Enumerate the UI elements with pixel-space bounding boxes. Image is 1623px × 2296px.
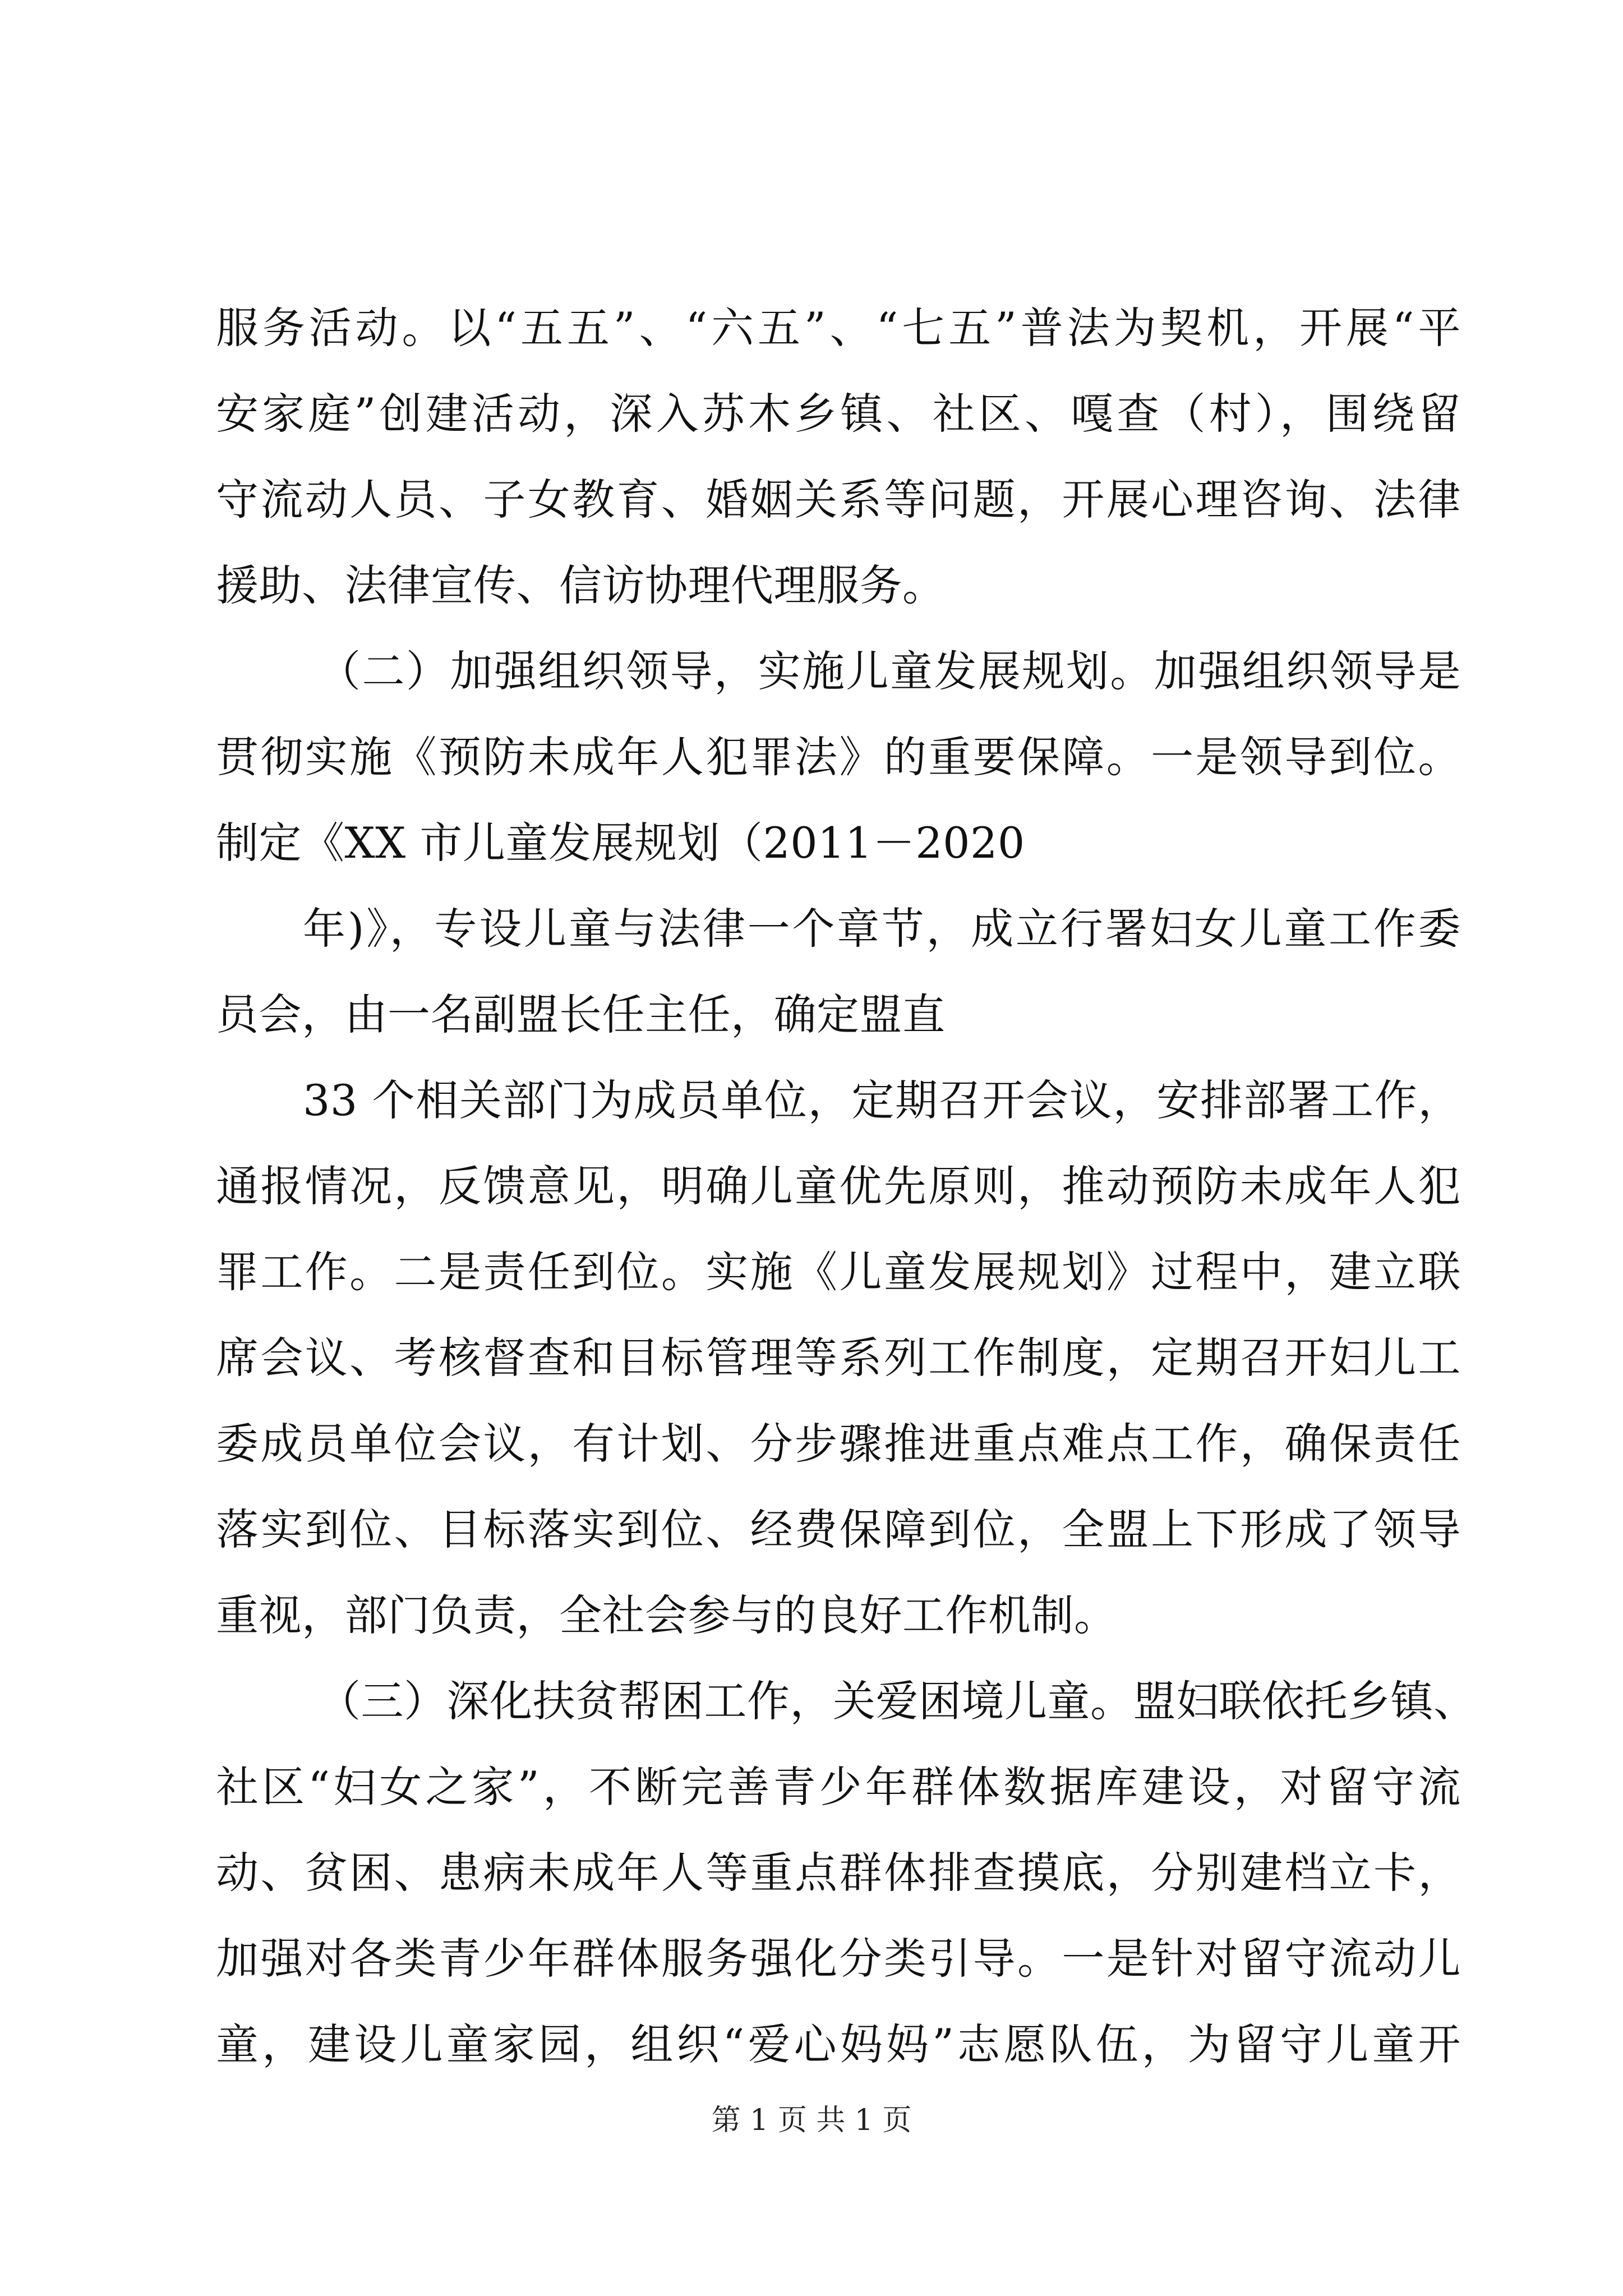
text-line: 守流动人员、子女教育、婚姻关系等问题，开展心理咨询、法律 [216,475,1461,524]
text-line: 安家庭”创建活动，深入苏木乡镇、社区、嘎查（村），围绕留 [216,389,1461,439]
text-line: 社区“妇女之家”，不断完善青少年群体数据库建设，对留守流 [216,1762,1461,1812]
text-line: 重视，部门负责，全社会参与的良好工作机制。 [216,1590,1117,1640]
page-footer: 第 1 页 共 1 页 [711,2104,912,2137]
text-line: 年)》，专设儿童与法律一个章节，成立行署妇女儿童工作委 [303,904,1461,954]
text-line: 通报情况，反馈意见，明确儿童优先原则，推动预防未成年人犯 [216,1161,1461,1211]
text-line: 童，建设儿童家园，组织“爱心妈妈”志愿队伍，为留守儿童开 [216,2019,1461,2069]
text-line: 罪工作。二是责任到位。实施《儿童发展规划》过程中，建立联 [216,1247,1461,1297]
text-line: 委成员单位会议，有计划、分步骤推进重点难点工作，确保责任 [216,1419,1461,1469]
text-line: 33 个相关部门为成员单位，定期召开会议，安排部署工作， [303,1075,1461,1125]
text-line: （二）加强组织领导，实施儿童发展规划。加强组织领导是 [318,646,1461,696]
text-line: 制定《XX 市儿童发展规划（2011－2020 [216,818,1025,868]
text-line: 贯彻实施《预防未成年人犯罪法》的重要保障。一是领导到位。 [216,732,1461,782]
text-line: 席会议、考核督查和目标管理等系列工作制度，定期召开妇儿工 [216,1333,1461,1383]
text-line: 落实到位、目标落实到位、经费保障到位，全盟上下形成了领导 [216,1504,1461,1554]
text-line: 援助、法律宣传、信访协理代理服务。 [216,560,946,610]
text-line: 员会，由一名副盟长任主任，确定盟直 [216,990,946,1039]
text-line: （三）深化扶贫帮困工作，关爱困境儿童。盟妇联依托乡镇、 [318,1676,1477,1726]
text-line: 加强对各类青少年群体服务强化分类引导。一是针对留守流动儿 [216,1934,1461,1984]
text-line: 服务活动。以“五五”、“六五”、“七五”普法为契机，开展“平 [216,303,1461,353]
text-line: 动、贫困、患病未成年人等重点群体排查摸底，分别建档立卡， [216,1848,1461,1898]
